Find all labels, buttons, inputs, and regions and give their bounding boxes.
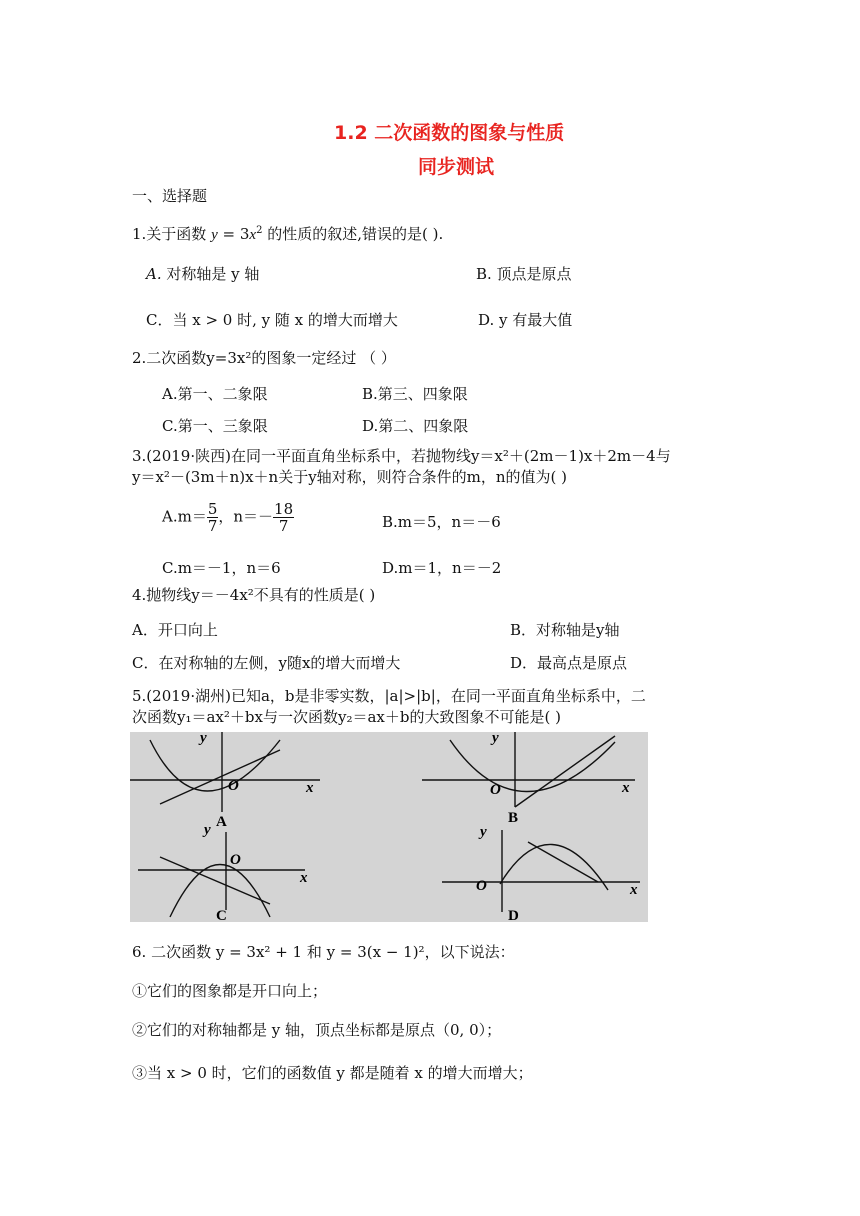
q3-option-d[interactable]: D.m＝1，n＝－2 xyxy=(382,559,502,577)
q2-option-d[interactable]: D.第二、四象限 xyxy=(362,417,469,435)
fraction-denominator: 7 xyxy=(278,517,289,535)
graph-c-label: C xyxy=(216,908,227,922)
q1-stem-pre: 1.关于函数 xyxy=(132,225,212,243)
graph-a-y-label: y xyxy=(200,732,207,746)
graph-c-x-label: x xyxy=(300,870,308,886)
q2-option-b[interactable]: B.第三、四象限 xyxy=(362,385,468,403)
q1-option-a-text: 对称轴是 y 轴 xyxy=(166,265,260,283)
q1-option-d[interactable]: D. y 有最大值 xyxy=(478,311,573,329)
q5-stem-line1: 5.(2019·湖州)已知a，b是非零实数，|a|>|b|，在同一平面直角坐标系中，二 xyxy=(132,687,646,705)
graph-d-parabola xyxy=(500,844,608,890)
graph-a-parabola xyxy=(150,740,280,791)
graph-d-label: D xyxy=(508,908,519,922)
graph-d-x-label: x xyxy=(630,882,638,898)
graph-b-line xyxy=(515,736,615,807)
q4-stem: 4.抛物线y＝－4x²不具有的性质是( ) xyxy=(132,586,376,604)
q3-stem-line1: 3.(2019·陕西)在同一平面直角坐标系中，若抛物线y＝x²＋(2m－1)x＋2m－4与 xyxy=(132,447,671,465)
q6-statement-1: ①它们的图象都是开口向上； xyxy=(132,982,328,1000)
graph-b-parabola xyxy=(450,740,615,792)
graph-b-label: B xyxy=(508,810,519,826)
q6-statement-2: ②它们的对称轴都是 y 轴，顶点坐标都是原点（0, 0）； xyxy=(132,1021,502,1039)
q3-option-a[interactable] xyxy=(162,501,294,534)
q1-option-c[interactable]: C．当 x > 0 时, y 随 x 的增大而增大 xyxy=(146,311,398,329)
q4-option-a[interactable]: A．开口向上 xyxy=(132,621,218,639)
graph-a-origin: O xyxy=(228,778,239,794)
section-heading: 一、选择题 xyxy=(132,187,208,205)
q2-option-c[interactable]: C.第一、三象限 xyxy=(162,417,268,435)
fraction xyxy=(207,501,219,534)
graph-a-line xyxy=(160,750,280,804)
q1-option-a[interactable]: A. 对称轴是 y 轴 xyxy=(146,265,260,283)
q5-graph-figure xyxy=(130,732,648,922)
q2-option-a[interactable]: A.第一、二象限 xyxy=(162,385,268,403)
q3-option-c[interactable]: C.m＝－1，n＝6 xyxy=(162,559,281,577)
fraction-numerator: 5 xyxy=(207,500,218,518)
graph-d-origin: O xyxy=(476,878,487,894)
q2-stem: 2.二次函数y=3x²的图象一定经过 （ ） xyxy=(132,349,396,367)
q6-stem: 6. 二次函数 y = 3x² + 1 和 y = 3(x − 1)²，以下说法： xyxy=(132,943,515,961)
graph-d-y-label: y xyxy=(480,824,487,840)
q4-option-b[interactable]: B．对称轴是y轴 xyxy=(510,621,620,639)
graph-c-origin: O xyxy=(230,852,241,868)
fraction xyxy=(273,501,294,534)
q3-option-a-prefix: A.m＝ xyxy=(162,507,207,526)
q4-option-d[interactable]: D．最高点是原点 xyxy=(510,654,628,672)
graph-c-y-label: y xyxy=(204,822,211,838)
q1-stem: 1.关于函数 $y = 3x^2$ 的性质的叙述,错误的是( ). xyxy=(132,225,444,243)
graph-b-x-label: x xyxy=(622,780,630,796)
q1-formula: y xyxy=(211,227,218,243)
page-subtitle: 同步测试 xyxy=(418,156,495,178)
fraction-denominator: 7 xyxy=(207,517,218,535)
q3-stem-line2: y＝x²－(3m＋n)x＋n关于y轴对称，则符合条件的m，n的值为( ) xyxy=(132,468,568,486)
q5-stem-line2: 次函数y₁＝ax²＋bx与一次函数y₂＝ax＋b的大致图象不可能是( ) xyxy=(132,708,561,726)
q1-stem-post: 的性质的叙述,错误的是( ). xyxy=(262,225,444,243)
graph-a-x-label: x xyxy=(306,780,314,796)
q3-option-a-mid: ，n＝－ xyxy=(218,507,274,526)
fraction-numerator: 18 xyxy=(274,500,294,518)
page-title: 1.2 二次函数的图象与性质 xyxy=(334,122,565,144)
graph-d-line xyxy=(528,842,598,882)
graph-a-label: A xyxy=(216,814,227,830)
graph-b-y-label: y xyxy=(492,732,499,746)
q1-option-b[interactable]: B. 顶点是原点 xyxy=(476,265,572,283)
q3-option-b[interactable]: B.m＝5，n＝－6 xyxy=(382,513,501,531)
q4-option-c[interactable]: C．在对称轴的左侧，y随x的增大而增大 xyxy=(132,654,401,672)
graph-c-line xyxy=(160,857,270,904)
q5-graphs-svg xyxy=(130,732,648,922)
q6-statement-3: ③当 x > 0 时，它们的函数值 y 都是随着 x 的增大而增大； xyxy=(132,1064,533,1082)
graph-b-origin: O xyxy=(490,782,501,798)
